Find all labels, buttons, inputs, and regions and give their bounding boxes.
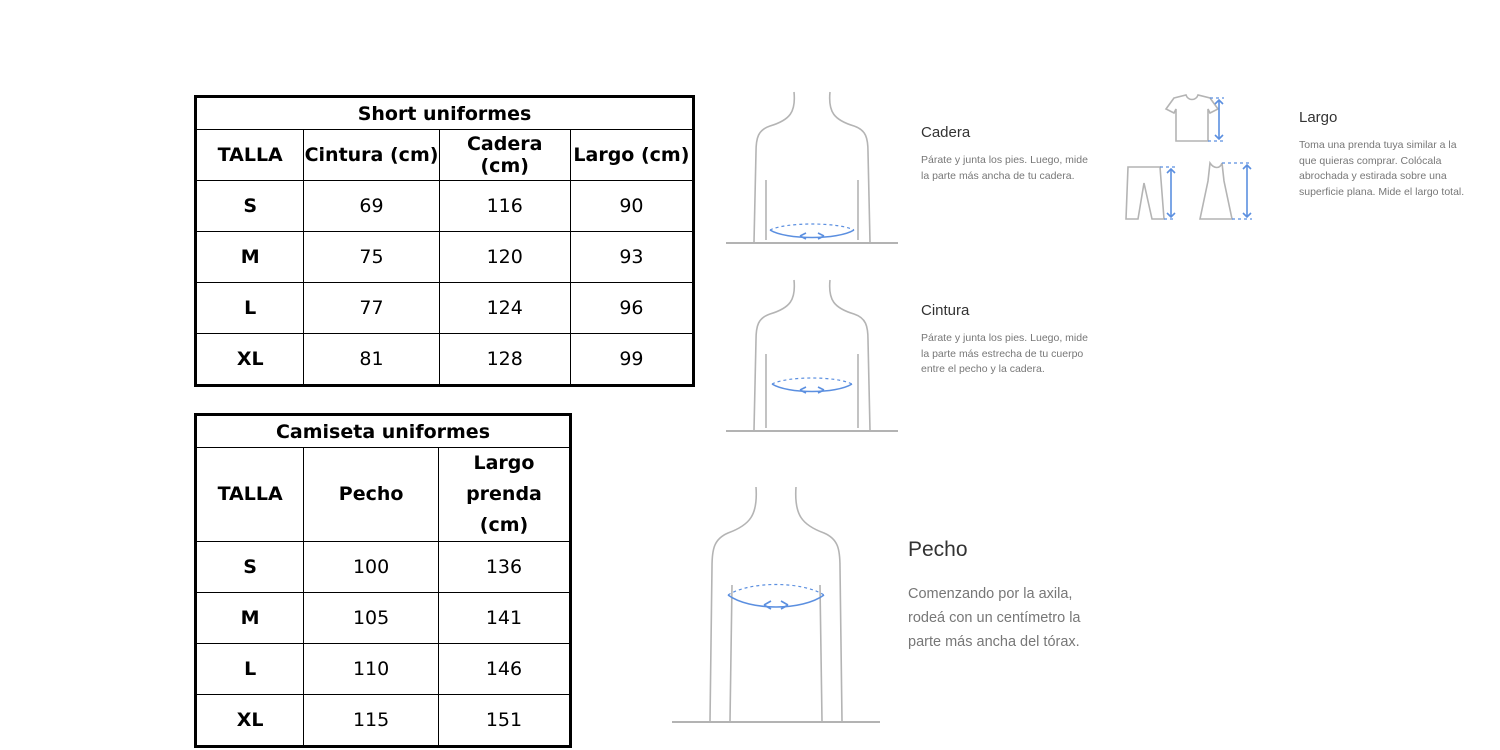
- value-cell: 124: [439, 283, 570, 334]
- short-size-table: [194, 95, 695, 387]
- hip-measure-illustration: [726, 90, 898, 248]
- value-cell: 105: [304, 593, 439, 644]
- column-header-cintura: Cintura (cm): [304, 130, 439, 181]
- column-header-largo-prenda: [438, 448, 570, 542]
- cintura-title: Cintura: [921, 302, 970, 319]
- value-cell: 136: [438, 542, 570, 593]
- value-cell: 75: [304, 232, 439, 283]
- size-cell: M: [196, 593, 304, 644]
- table-row: [196, 593, 571, 644]
- value-cell: 110: [304, 644, 439, 695]
- size-cell: M: [196, 232, 304, 283]
- size-cell: L: [196, 644, 304, 695]
- value-cell: 115: [304, 695, 439, 747]
- column-header-talla: TALLA: [196, 448, 304, 542]
- table-row: [196, 542, 571, 593]
- size-cell: XL: [196, 334, 304, 386]
- value-cell: 90: [570, 181, 693, 232]
- cintura-description: Párate y junta los pies. Luego, mide la parte más estrecha de tu cuerpo entre el pecho y la cadera.: [921, 332, 1088, 375]
- cadera-title: Cadera: [921, 124, 971, 141]
- chest-measure-illustration: [672, 485, 880, 727]
- pecho-title: Pecho: [908, 538, 968, 561]
- value-cell: 116: [439, 181, 570, 232]
- value-cell: 93: [570, 232, 693, 283]
- value-cell: 77: [304, 283, 439, 334]
- size-cell: S: [196, 542, 304, 593]
- column-header-pecho: Pecho: [304, 448, 439, 542]
- value-cell: 141: [438, 593, 570, 644]
- table-row: [196, 644, 571, 695]
- cadera-description: Párate y junta los pies. Luego, mide la parte más ancha de tu cadera.: [921, 154, 1088, 182]
- table-row: [196, 695, 571, 747]
- camiseta-size-table: [194, 413, 572, 748]
- size-cell: L: [196, 283, 304, 334]
- largo-title: Largo: [1299, 109, 1338, 126]
- size-cell: XL: [196, 695, 304, 747]
- value-cell: 120: [439, 232, 570, 283]
- short-table-title: Short uniformes: [196, 97, 694, 130]
- table-row: [196, 181, 694, 232]
- pecho-description: Comenzando por la axila, rodeá con un centímetro la parte más ancha del tórax.: [908, 586, 1081, 650]
- value-cell: 96: [570, 283, 693, 334]
- waist-measure-illustration: [726, 278, 898, 436]
- table-row: [196, 283, 694, 334]
- size-cell: S: [196, 181, 304, 232]
- garment-length-illustration: [1124, 95, 1258, 225]
- value-cell: 128: [439, 334, 570, 386]
- value-cell: 81: [304, 334, 439, 386]
- header-line: prenda (cm): [466, 483, 542, 536]
- table-row: [196, 334, 694, 386]
- table-row: [196, 232, 694, 283]
- header-line: Largo: [473, 452, 535, 474]
- value-cell: 151: [438, 695, 570, 747]
- column-header-largo: Largo (cm): [570, 130, 693, 181]
- camiseta-table-title: Camiseta uniformes: [196, 415, 571, 448]
- value-cell: 100: [304, 542, 439, 593]
- column-header-talla: TALLA: [196, 130, 304, 181]
- column-header-cadera: Cadera (cm): [439, 130, 570, 181]
- largo-description: Toma una prenda tuya similar a la que quieras comprar. Colócala abrochada y estirada sobre una superficie plana. Mide el largo total.: [1299, 139, 1465, 198]
- value-cell: 146: [438, 644, 570, 695]
- value-cell: 99: [570, 334, 693, 386]
- value-cell: 69: [304, 181, 439, 232]
